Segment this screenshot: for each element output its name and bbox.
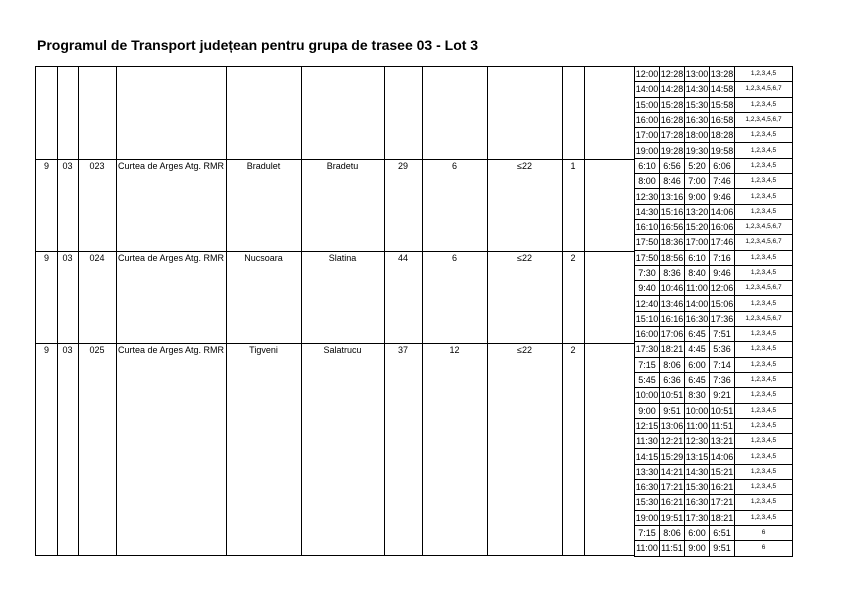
operating-days: 1,2,3,4,5 — [735, 464, 793, 479]
operating-days: 1,2,3,4,5 — [735, 128, 793, 143]
route-endpoint-a: Tigveni — [249, 345, 278, 355]
return-arrival-time: 7:51 — [710, 327, 735, 342]
return-arrival-time: 16:21 — [710, 480, 735, 495]
departure-time: 9:40 — [635, 281, 660, 296]
departure-time: 16:00 — [635, 112, 660, 127]
departure-time: 14:00 — [635, 82, 660, 97]
operating-days: 1,2,3,4,5 — [735, 434, 793, 449]
column-divider — [422, 67, 423, 555]
route-stops: 6 — [451, 161, 457, 171]
operating-days: 1,2,3,4,5 — [735, 67, 793, 82]
schedule-row — [635, 418, 793, 433]
schedule-row — [635, 296, 793, 311]
operating-days: 1,2,3,4,5 — [735, 296, 793, 311]
operating-days: 1,2,3,4,5 — [735, 158, 793, 173]
arrival-time: 19:51 — [660, 510, 685, 525]
return-departure-time: 8:40 — [685, 265, 710, 280]
operating-days: 1,2,3,4,5,6,7 — [735, 311, 793, 326]
operating-days: 1,2,3,4,5,6,7 — [735, 235, 793, 250]
return-departure-time: 6:00 — [685, 357, 710, 372]
departure-time: 11:00 — [635, 541, 660, 556]
routes-table — [35, 66, 634, 556]
route-vehicles: 2 — [570, 253, 576, 263]
return-arrival-time: 19:58 — [710, 143, 735, 158]
return-arrival-time: 14:06 — [710, 449, 735, 464]
arrival-time: 10:46 — [660, 281, 685, 296]
arrival-time: 19:28 — [660, 143, 685, 158]
route-endpoint-a: Nucsoara — [244, 253, 283, 263]
arrival-time: 17:28 — [660, 128, 685, 143]
departure-time: 15:30 — [635, 495, 660, 510]
departure-time: 12:30 — [635, 189, 660, 204]
schedule-row — [635, 495, 793, 510]
route-judet: 9 — [43, 253, 49, 263]
operating-days: 1,2,3,4,5 — [735, 342, 793, 357]
schedule-row — [635, 67, 793, 82]
arrival-time: 8:06 — [660, 525, 685, 540]
departure-time: 17:00 — [635, 128, 660, 143]
departure-time: 17:50 — [635, 235, 660, 250]
operating-days: 1,2,3,4,5 — [735, 388, 793, 403]
return-departure-time: 13:00 — [685, 67, 710, 82]
operating-days: 1,2,3,4,5 — [735, 327, 793, 342]
return-arrival-time: 17:46 — [710, 235, 735, 250]
return-departure-time: 7:00 — [685, 174, 710, 189]
route-row-025 — [36, 344, 635, 358]
arrival-time: 16:28 — [660, 112, 685, 127]
departure-time: 10:00 — [635, 388, 660, 403]
return-arrival-time: 13:28 — [710, 67, 735, 82]
return-arrival-time: 9:51 — [710, 541, 735, 556]
departure-time: 5:45 — [635, 372, 660, 387]
return-departure-time: 18:00 — [685, 128, 710, 143]
return-arrival-time: 14:06 — [710, 204, 735, 219]
arrival-time: 17:06 — [660, 327, 685, 342]
arrival-time: 8:36 — [660, 265, 685, 280]
departure-time: 15:00 — [635, 97, 660, 112]
return-departure-time: 11:00 — [685, 281, 710, 296]
return-departure-time: 14:30 — [685, 464, 710, 479]
departure-time: 7:15 — [635, 357, 660, 372]
route-row-023 — [36, 160, 635, 174]
schedule-row — [635, 449, 793, 464]
departure-time: 14:30 — [635, 204, 660, 219]
return-arrival-time: 7:16 — [710, 250, 735, 265]
return-departure-time: 14:00 — [685, 296, 710, 311]
return-arrival-time: 6:51 — [710, 525, 735, 540]
operating-days: 1,2,3,4,5 — [735, 357, 793, 372]
departure-time: 7:15 — [635, 525, 660, 540]
schedule-row — [635, 143, 793, 158]
return-departure-time: 17:00 — [685, 235, 710, 250]
route-station: Curtea de Arges Atg. RMR — [118, 345, 225, 355]
route-seats: ≤22 — [517, 253, 532, 263]
route-number: 025 — [89, 345, 105, 355]
return-arrival-time: 12:06 — [710, 281, 735, 296]
arrival-time: 6:56 — [660, 158, 685, 173]
return-arrival-time: 16:58 — [710, 112, 735, 127]
return-departure-time: 16:30 — [685, 495, 710, 510]
return-arrival-time: 7:14 — [710, 357, 735, 372]
column-divider — [57, 67, 58, 555]
return-arrival-time: 15:21 — [710, 464, 735, 479]
return-arrival-time: 10:51 — [710, 403, 735, 418]
route-vehicles: 1 — [570, 161, 576, 171]
arrival-time: 13:16 — [660, 189, 685, 204]
departure-time: 14:15 — [635, 449, 660, 464]
return-arrival-time: 18:28 — [710, 128, 735, 143]
return-departure-time: 5:20 — [685, 158, 710, 173]
arrival-time: 10:51 — [660, 388, 685, 403]
return-departure-time: 19:30 — [685, 143, 710, 158]
arrival-time: 17:21 — [660, 480, 685, 495]
arrival-time: 8:06 — [660, 357, 685, 372]
schedule-row — [635, 327, 793, 342]
operating-days: 1,2,3,4,5 — [735, 174, 793, 189]
operating-days: 1,2,3,4,5 — [735, 265, 793, 280]
operating-days: 1,2,3,4,5 — [735, 495, 793, 510]
return-arrival-time: 7:36 — [710, 372, 735, 387]
operating-days: 1,2,3,4,5,6,7 — [735, 219, 793, 234]
schedule-row — [635, 480, 793, 495]
schedule-row — [635, 434, 793, 449]
return-departure-time: 6:45 — [685, 327, 710, 342]
route-group: 03 — [62, 253, 73, 263]
return-arrival-time: 14:58 — [710, 82, 735, 97]
route-stops: 12 — [449, 345, 460, 355]
route-endpoint-b: Salatrucu — [323, 345, 362, 355]
return-arrival-time: 13:21 — [710, 434, 735, 449]
route-km: 29 — [397, 161, 408, 171]
return-arrival-time: 9:21 — [710, 388, 735, 403]
return-departure-time: 13:20 — [685, 204, 710, 219]
arrival-time: 15:29 — [660, 449, 685, 464]
return-departure-time: 14:30 — [685, 82, 710, 97]
route-endpoint-b: Bradetu — [326, 161, 359, 171]
return-departure-time: 16:30 — [685, 311, 710, 326]
route-seats: ≤22 — [517, 345, 532, 355]
column-divider — [487, 67, 488, 555]
operating-days: 1,2,3,4,5 — [735, 480, 793, 495]
departure-time: 7:30 — [635, 265, 660, 280]
page-title: Programul de Transport județean pentru grupa de trasee 03 - Lot 3 — [37, 37, 479, 53]
operating-days: 1,2,3,4,5,6,7 — [735, 281, 793, 296]
return-departure-time: 10:00 — [685, 403, 710, 418]
schedule-row — [635, 250, 793, 265]
schedule-row — [635, 311, 793, 326]
return-departure-time: 6:00 — [685, 525, 710, 540]
arrival-time: 14:21 — [660, 464, 685, 479]
arrival-time: 16:16 — [660, 311, 685, 326]
route-endpoint-b: Slatina — [328, 253, 357, 263]
schedule-row — [635, 265, 793, 280]
route-km: 44 — [397, 253, 408, 263]
return-departure-time: 9:00 — [685, 541, 710, 556]
return-departure-time: 11:00 — [685, 418, 710, 433]
return-departure-time: 12:30 — [685, 434, 710, 449]
operating-days: 1,2,3,4,5 — [735, 418, 793, 433]
column-divider — [301, 67, 302, 555]
operating-days: 1,2,3,4,5 — [735, 204, 793, 219]
schedule-table — [634, 66, 793, 557]
arrival-time: 13:06 — [660, 418, 685, 433]
column-divider — [226, 67, 227, 555]
return-departure-time: 13:15 — [685, 449, 710, 464]
route-number: 023 — [89, 161, 105, 171]
operating-days: 1,2,3,4,5 — [735, 250, 793, 265]
return-arrival-time: 15:58 — [710, 97, 735, 112]
column-divider — [116, 67, 117, 555]
operating-days: 1,2,3,4,5,6,7 — [735, 82, 793, 97]
return-arrival-time: 9:46 — [710, 189, 735, 204]
return-arrival-time: 7:46 — [710, 174, 735, 189]
return-arrival-time: 15:06 — [710, 296, 735, 311]
arrival-time: 15:16 — [660, 204, 685, 219]
arrival-time: 14:28 — [660, 82, 685, 97]
arrival-time: 12:28 — [660, 67, 685, 82]
operating-days: 1,2,3,4,5 — [735, 372, 793, 387]
route-station: Curtea de Arges Atg. RMR — [118, 253, 225, 263]
operating-days: 1,2,3,4,5 — [735, 97, 793, 112]
departure-time: 16:10 — [635, 219, 660, 234]
departure-time: 12:40 — [635, 296, 660, 311]
departure-time: 8:00 — [635, 174, 660, 189]
departure-time: 9:00 — [635, 403, 660, 418]
column-divider — [384, 67, 385, 555]
operating-days: 1,2,3,4,5 — [735, 449, 793, 464]
arrival-time: 18:21 — [660, 342, 685, 357]
departure-time: 19:00 — [635, 143, 660, 158]
route-number: 024 — [89, 253, 105, 263]
route-stops: 6 — [451, 253, 457, 263]
return-arrival-time: 9:46 — [710, 265, 735, 280]
schedule-row — [635, 541, 793, 556]
schedule-row — [635, 342, 793, 357]
schedule-row — [635, 372, 793, 387]
departure-time: 12:00 — [635, 67, 660, 82]
operating-days: 6 — [735, 541, 793, 556]
departure-time: 17:50 — [635, 250, 660, 265]
return-departure-time: 6:10 — [685, 250, 710, 265]
departure-time: 16:30 — [635, 480, 660, 495]
return-arrival-time: 18:21 — [710, 510, 735, 525]
operating-days: 1,2,3,4,5,6,7 — [735, 112, 793, 127]
route-judet: 9 — [43, 345, 49, 355]
route-km: 37 — [397, 345, 408, 355]
schedule-row — [635, 510, 793, 525]
departure-time: 17:30 — [635, 342, 660, 357]
return-departure-time: 8:30 — [685, 388, 710, 403]
arrival-time: 8:46 — [660, 174, 685, 189]
arrival-time: 16:56 — [660, 219, 685, 234]
schedule-row — [635, 128, 793, 143]
route-row-024 — [36, 252, 635, 266]
operating-days: 6 — [735, 525, 793, 540]
column-divider — [78, 67, 79, 555]
arrival-time: 15:28 — [660, 97, 685, 112]
departure-time: 13:30 — [635, 464, 660, 479]
departure-time: 15:10 — [635, 311, 660, 326]
column-divider — [584, 67, 585, 555]
return-arrival-time: 6:06 — [710, 158, 735, 173]
departure-time: 16:00 — [635, 327, 660, 342]
arrival-time: 9:51 — [660, 403, 685, 418]
return-arrival-time: 16:06 — [710, 219, 735, 234]
arrival-time: 13:46 — [660, 296, 685, 311]
operating-days: 1,2,3,4,5 — [735, 403, 793, 418]
route-seats: ≤22 — [517, 161, 532, 171]
route-judet: 9 — [43, 161, 49, 171]
schedule-row — [635, 403, 793, 418]
route-group: 03 — [62, 345, 73, 355]
schedule-row — [635, 235, 793, 250]
return-departure-time: 15:30 — [685, 97, 710, 112]
route-vehicles: 2 — [570, 345, 576, 355]
operating-days: 1,2,3,4,5 — [735, 189, 793, 204]
arrival-time: 18:36 — [660, 235, 685, 250]
arrival-time: 11:51 — [660, 541, 685, 556]
arrival-time: 6:36 — [660, 372, 685, 387]
arrival-time: 18:56 — [660, 250, 685, 265]
schedule-row — [635, 82, 793, 97]
departure-time: 12:15 — [635, 418, 660, 433]
schedule-row — [635, 388, 793, 403]
return-arrival-time: 17:21 — [710, 495, 735, 510]
arrival-time: 16:21 — [660, 495, 685, 510]
arrival-time: 12:21 — [660, 434, 685, 449]
schedule-row — [635, 525, 793, 540]
schedule-row — [635, 189, 793, 204]
return-departure-time: 9:00 — [685, 189, 710, 204]
return-arrival-time: 5:36 — [710, 342, 735, 357]
return-departure-time: 15:20 — [685, 219, 710, 234]
route-station: Curtea de Arges Atg. RMR — [118, 161, 225, 171]
schedule-row — [635, 158, 793, 173]
schedule-row — [635, 97, 793, 112]
schedule-row — [635, 204, 793, 219]
schedule-row — [635, 357, 793, 372]
schedule-row — [635, 174, 793, 189]
operating-days: 1,2,3,4,5 — [735, 510, 793, 525]
return-departure-time: 17:30 — [685, 510, 710, 525]
departure-time: 6:10 — [635, 158, 660, 173]
route-group: 03 — [62, 161, 73, 171]
return-departure-time: 16:30 — [685, 112, 710, 127]
departure-time: 11:30 — [635, 434, 660, 449]
schedule-row — [635, 112, 793, 127]
departure-time: 19:00 — [635, 510, 660, 525]
schedule-row — [635, 464, 793, 479]
return-departure-time: 4:45 — [685, 342, 710, 357]
return-departure-time: 15:30 — [685, 480, 710, 495]
return-arrival-time: 11:51 — [710, 418, 735, 433]
return-departure-time: 6:45 — [685, 372, 710, 387]
column-divider — [562, 67, 563, 555]
operating-days: 1,2,3,4,5 — [735, 143, 793, 158]
schedule-row — [635, 219, 793, 234]
return-arrival-time: 17:36 — [710, 311, 735, 326]
route-endpoint-a: Bradulet — [246, 161, 281, 171]
schedule-row — [635, 281, 793, 296]
